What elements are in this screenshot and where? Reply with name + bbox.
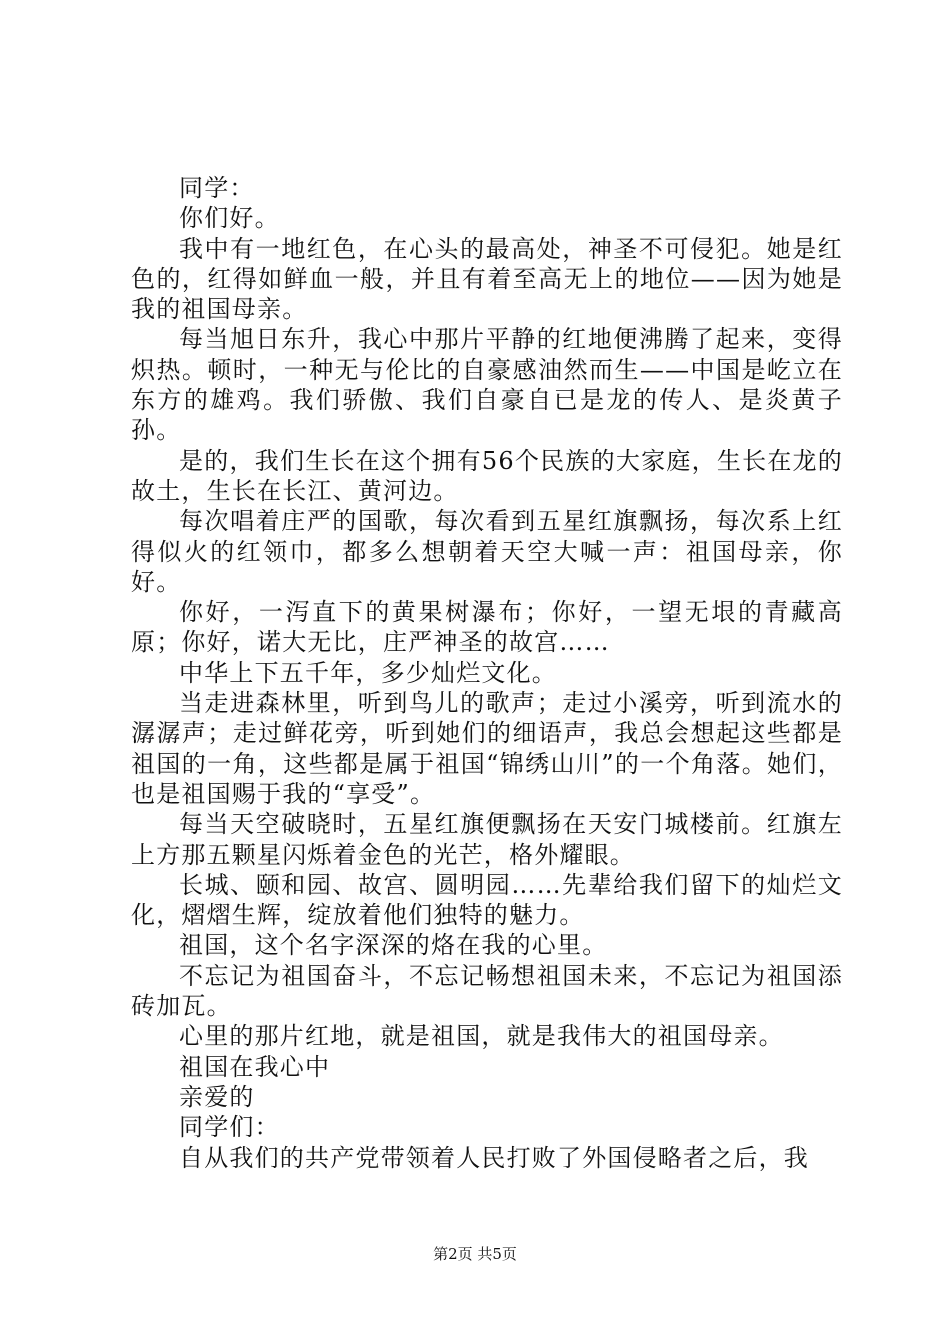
paragraph: 心里的那片红地，就是祖国，就是我伟大的祖国母亲。 — [179, 1022, 784, 1051]
paragraph: 祖国，这个名字深深的烙在我的心里。 — [179, 931, 608, 960]
paragraph: 中华上下五千年，多少灿烂文化。 — [179, 658, 557, 687]
section-title: 祖国在我心中 — [179, 1052, 331, 1081]
paragraph: 是的，我们生长在这个拥有56个民族的大家庭，生长在龙的故土，生长在长江、黄河边。 — [131, 446, 843, 505]
paragraph: 我中有一地红色，在心头的最高处，神圣不可侵犯。她是红色的，红得如鲜血一般，并且有着至高无上的地位——因为她是我的祖国母亲。 — [131, 234, 843, 324]
paragraph: 自从我们的共产党带领着人民打败了外国侵略者之后，我 — [179, 1143, 809, 1172]
paragraph: 你好，一泻直下的黄果树瀑布；你好，一望无垠的青藏高原；你好，诺大无比，庄严神圣的故宫…… — [131, 598, 843, 657]
paragraph: 每当天空破晓时，五星红旗便飘扬在天安门城楼前。红旗左上方那五颗星闪烁着金色的光芒，格外耀眼。 — [131, 810, 843, 869]
greeting-line: 同学： — [179, 174, 255, 202]
paragraph: 不忘记为祖国奋斗，不忘记畅想祖国未来，不忘记为祖国添砖加瓦。 — [131, 961, 843, 1021]
salutation-line: 同学们： — [179, 1113, 280, 1142]
paragraph: 长城、颐和园、故宫、圆明园……先辈给我们留下的灿烂文化，熠熠生辉，绽放着他们独特的魅力。 — [131, 870, 843, 930]
salutation-line: 亲爱的 — [179, 1082, 255, 1111]
paragraph: 当走进森林里，听到鸟儿的歌声；走过小溪旁，听到流水的潺潺声；走过鲜花旁，听到她们的细语声，我总会想起这些都是祖国的一角，这些都是属于祖国“锦绣山川”的一个角落。她们，也是祖国赐于我的“享受”。 — [131, 689, 843, 808]
paragraph: 每次唱着庄严的国歌，每次看到五星红旗飘扬，每次系上红得似火的红领巾，都多么想朝着天空大喊一声：祖国母亲，你好。 — [131, 507, 843, 596]
page-number-footer: 第2页 共5页 — [433, 1245, 517, 1263]
paragraph: 每当旭日东升，我心中那片平静的红地便沸腾了起来，变得炽热。顿时，一种无与伦比的自豪感油然而生——中国是屹立在东方的雄鸡。我们骄傲、我们自豪自已是龙的传人、是炎黄子孙。 — [131, 325, 843, 445]
document-body — [131, 173, 843, 1173]
greeting-reply: 你们好。 — [179, 204, 280, 233]
